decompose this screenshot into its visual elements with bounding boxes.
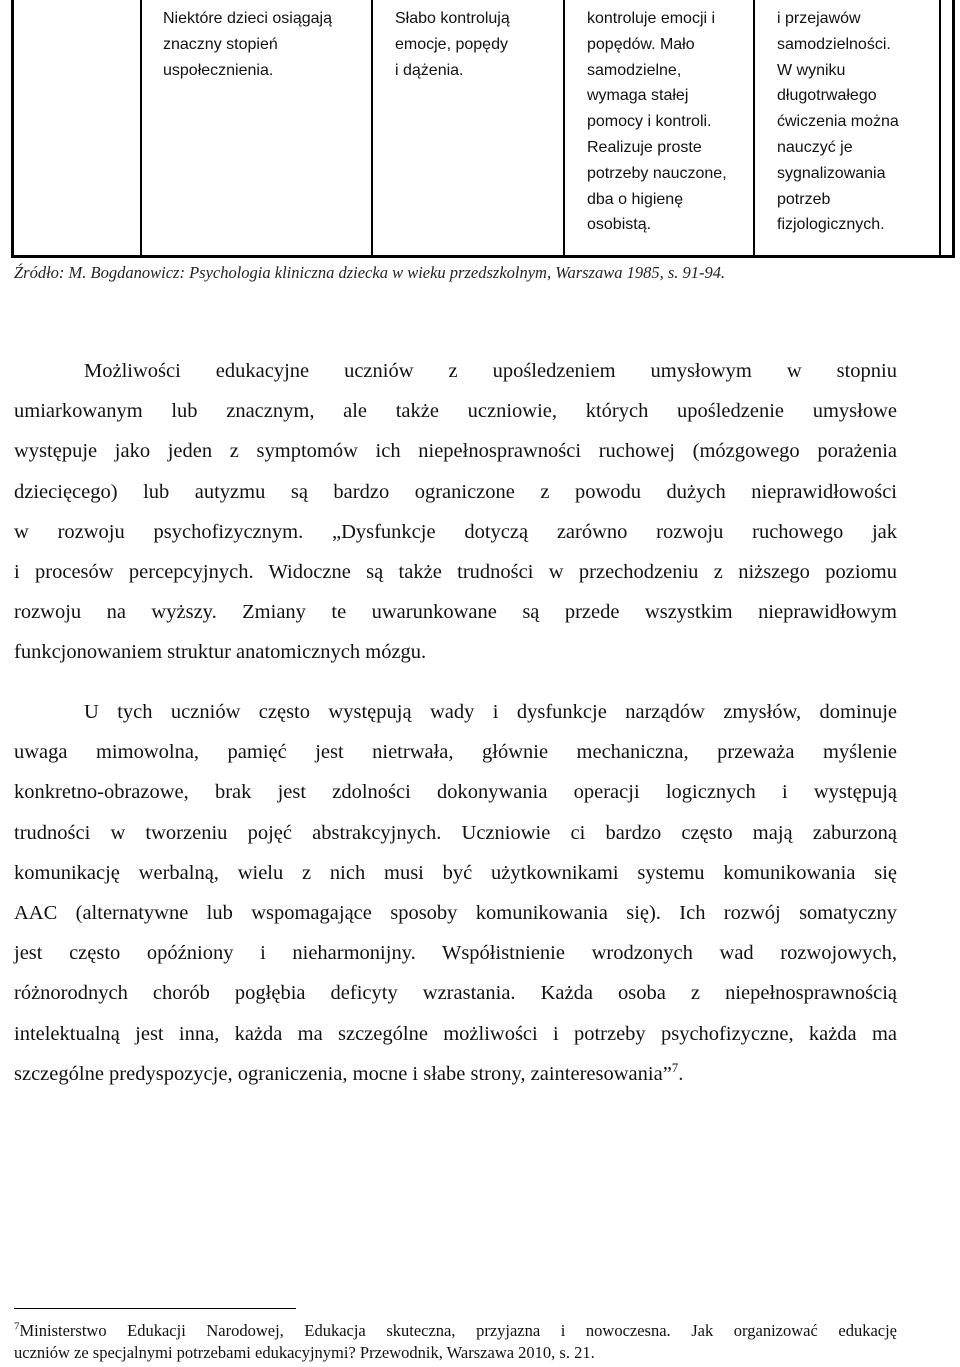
table-cell-col3 <box>587 6 727 238</box>
paragraph-line: umiarkowanym lub znacznym, ale także uczniowie, których upośledzenie umysłowe <box>14 400 897 423</box>
cell-line: fizjologicznych. <box>777 216 885 234</box>
cell-line: znaczny stopień <box>163 35 278 53</box>
paragraph-line: trudności w tworzeniu pojęć abstrakcyjnych. Uczniowie ci bardzo często mają zaburzoną <box>14 821 897 844</box>
cell-line: uspołecznienia. <box>163 61 274 79</box>
paragraph-line-text: szczególne predyspozycje, ograniczenia, mocne i słabe strony, zainteresowania” <box>14 1062 672 1085</box>
cell-line: Niektóre dzieci osiągają <box>163 10 332 27</box>
table-fragment <box>11 0 955 258</box>
table-cell-col1 <box>163 6 332 83</box>
paragraph-line: różnorodnych chorób pogłębia deficyty wzrastania. Każda osoba z niepełnosprawnością <box>14 982 897 1005</box>
paragraph-line: dziecięcego) lub autyzmu są bardzo ograniczone z powodu dużych nieprawidłowości <box>14 480 897 503</box>
body-paragraph-1 <box>14 351 897 673</box>
cell-line: i przejawów <box>777 10 861 27</box>
body-paragraph-2 <box>14 692 897 1094</box>
paragraph-line: intelektualną jest inna, każda ma szczególne możliwości i potrzeby psychofizyczne, każda ma <box>14 1022 897 1045</box>
sentence-period: . <box>678 1062 684 1085</box>
cell-line: emocje, popędy <box>395 35 508 53</box>
cell-line: dba o higienę <box>587 190 684 208</box>
paragraph-line: Możliwości edukacyjne uczniów z upośledzeniem umysłowym w stopniu <box>84 360 897 382</box>
paragraph-line: funkcjonowaniem struktur anatomicznych mózgu. <box>14 641 427 664</box>
cell-line: samodzielne, <box>587 61 682 79</box>
cell-line: potrzeby nauczone, <box>587 164 727 182</box>
cell-line: sygnalizowania <box>777 164 886 182</box>
footnote <box>14 1320 897 1364</box>
footnote-separator <box>14 1308 296 1309</box>
paragraph-line: występuje jako jeden z symptomów ich niepełnosprawności ruchowej (mózgowego porażenia <box>14 440 897 463</box>
table-cell-col2 <box>395 6 510 83</box>
paragraph-line: AAC (alternatywne lub wspomagające sposoby komunikowania się). Ich rozwój somatyczny <box>14 902 897 925</box>
paragraph-line: w rozwoju psychofizycznym. „Dysfunkcje dotyczą zarówno rozwoju ruchowego jak <box>14 520 897 543</box>
paragraph-line: U tych uczniów często występują wady i dysfunkcje narządów zmysłów, dominuje <box>84 701 897 723</box>
table-column-divider <box>140 0 142 255</box>
footnote-line <box>14 1320 897 1342</box>
cell-line: długotrwałego <box>777 87 877 105</box>
cell-line: potrzeb <box>777 190 831 208</box>
table-cell-col4 <box>777 6 899 238</box>
cell-line: Realizuje proste <box>587 138 702 156</box>
cell-line: Słabo kontrolują <box>395 10 510 27</box>
cell-line: samodzielności. <box>777 35 891 53</box>
table-source-caption: Źródło: M. Bogdanowicz: Psychologia kliniczna dziecka w wieku przedszkolnym, Warszawa 1985, s. 91-94. <box>14 263 726 282</box>
paragraph-line: konkretno-obrazowe, brak jest zdolności dokonywania operacji logicznych i występują <box>14 781 897 804</box>
cell-line: osobistą. <box>587 216 652 234</box>
paragraph-line: rozwoju na wyższy. Zmiany te uwarunkowane są przede wszystkim nieprawidłowym <box>14 601 897 624</box>
paragraph-line: komunikację werbalną, wielu z nich musi być użytkownikami systemu komunikowania się <box>14 861 897 884</box>
table-column-divider <box>563 0 565 255</box>
cell-line: kontroluje emocji i <box>587 10 716 27</box>
table-column-divider <box>371 0 373 255</box>
paragraph-line: jest często opóźniony i nieharmonijny. Współistnienie wrodzonych wad rozwojowych, <box>14 942 897 965</box>
footnote-reference: 7 <box>671 1060 679 1075</box>
footnote-text: Ministerstwo Edukacji Narodowej, Edukacja skuteczna, przyjazna i nowoczesna. Jak organizować edukację <box>19 1321 897 1340</box>
paragraph-line: i procesów percepcyjnych. Widoczne są także trudności w przechodzeniu z niższego poziomu <box>14 561 897 584</box>
paragraph-last-line <box>14 1054 897 1094</box>
cell-line: ćwiczenia można <box>777 113 899 131</box>
cell-line: W wyniku <box>777 61 846 79</box>
cell-line: pomocy i kontroli. <box>587 113 712 131</box>
table-column-divider <box>753 0 755 255</box>
cell-line: nauczyć je <box>777 138 853 156</box>
cell-line: popędów. Mało <box>587 35 695 53</box>
footnote-number: 7 <box>14 1320 20 1333</box>
paragraph-line: uwaga mimowolna, pamięć jest nietrwała, głównie mechaniczna, przeważa myślenie <box>14 741 897 764</box>
table-column-divider <box>939 0 941 255</box>
cell-line: i dążenia. <box>395 61 464 79</box>
cell-line: wymaga stałej <box>587 87 689 105</box>
footnote-line: uczniów ze specjalnymi potrzebami edukacyjnymi? Przewodnik, Warszawa 2010, s. 21. <box>14 1343 595 1362</box>
